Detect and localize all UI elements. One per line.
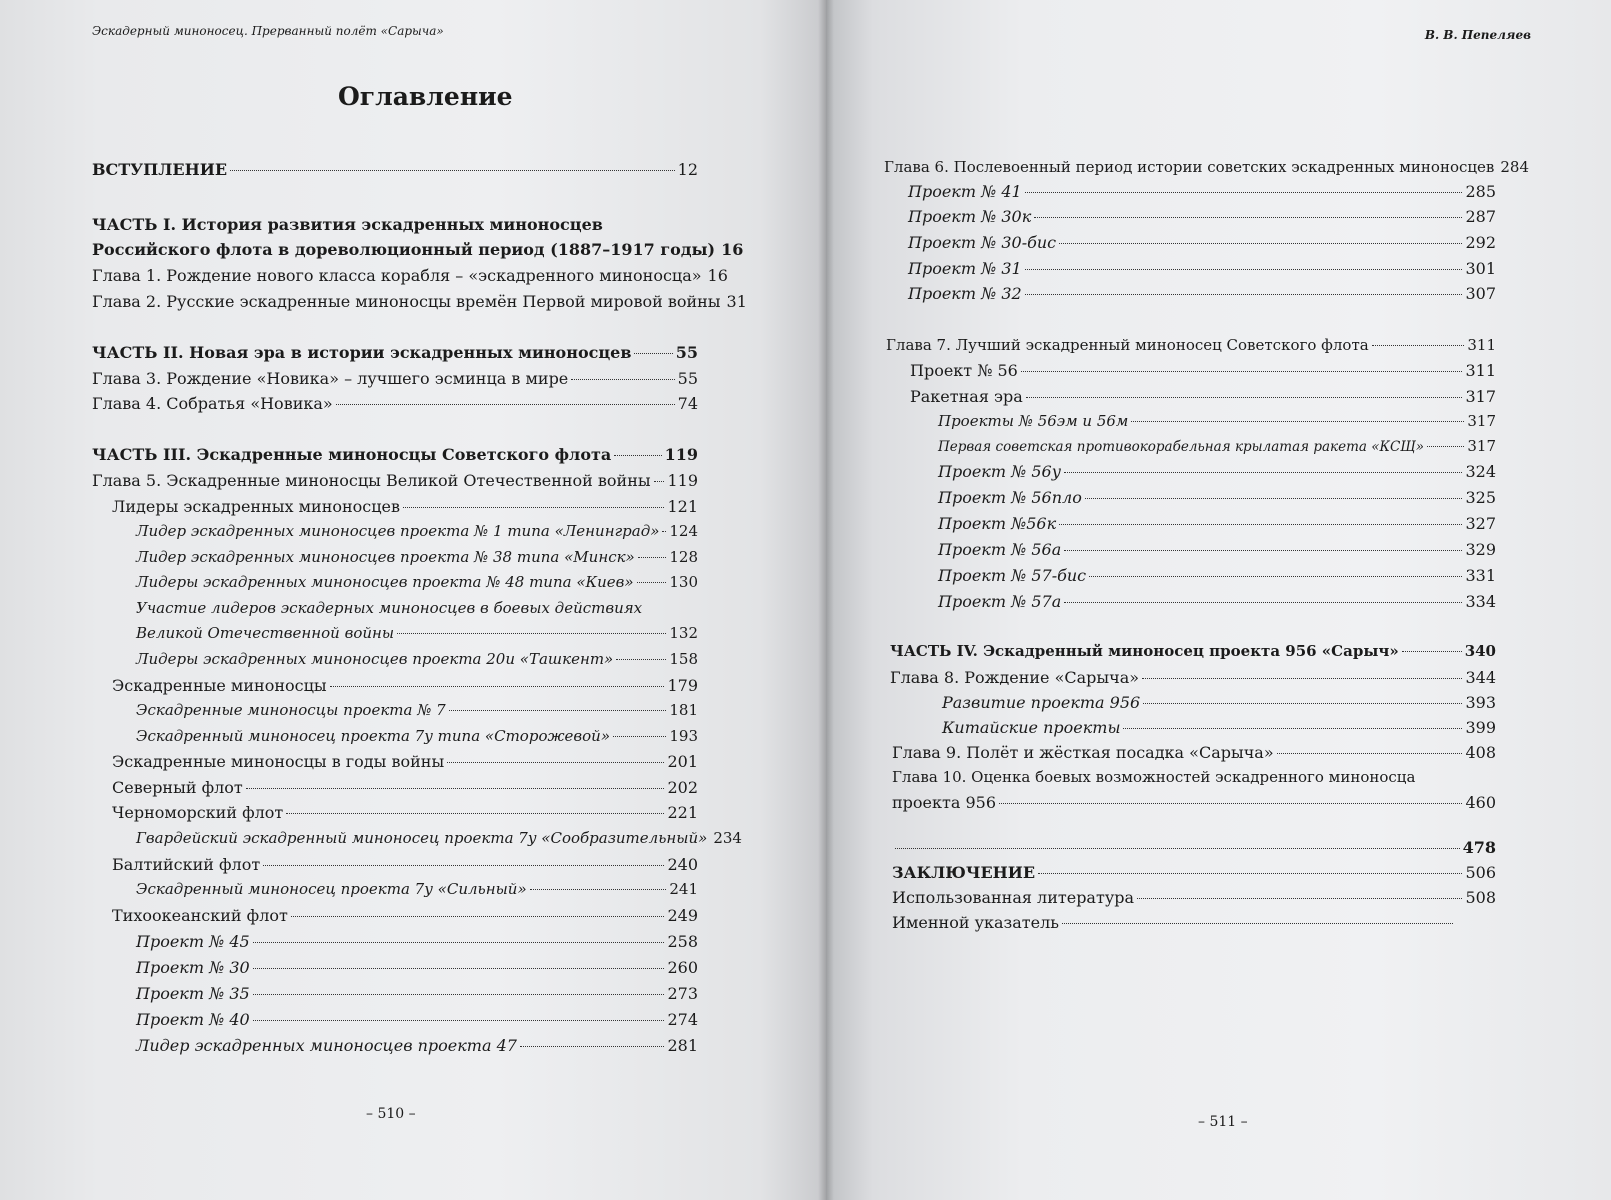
toc-entry: Лидер эскадренных миноносцев проекта № 38 типа «Минск» 128 bbox=[136, 548, 698, 566]
page-title: Оглавление bbox=[338, 82, 513, 111]
toc-entry: Проект № 32 307 bbox=[908, 284, 1496, 303]
toc-entry: Эскадренные миноносцы 179 bbox=[112, 676, 698, 695]
toc-entry: Проект № 30-бис 292 bbox=[908, 233, 1496, 252]
toc-entry: Китайские проекты 399 bbox=[942, 718, 1496, 737]
book-gutter bbox=[818, 0, 834, 1200]
toc-entry: Лидеры эскадренных миноносцев проекта 20и «Ташкент» 158 bbox=[136, 650, 698, 668]
toc-entry: Балтийский флот 240 bbox=[112, 855, 698, 874]
toc-entry: Проект № 30к 287 bbox=[908, 207, 1496, 226]
toc-entry: Северный флот 202 bbox=[112, 778, 698, 797]
toc-entry: Глава 3. Рождение «Новика» – лучшего эсминца в мире 55 bbox=[92, 369, 698, 388]
toc-entry: Эскадренные миноносцы проекта № 7 181 bbox=[136, 701, 698, 719]
toc-entry: Глава 7. Лучший эскадренный миноносец Советского флота 311 bbox=[886, 336, 1496, 354]
toc-entry: проекта 956 460 bbox=[892, 793, 1496, 812]
running-head-left: Эскадерный миноносец. Прерванный полёт «Сарыча» bbox=[92, 24, 444, 38]
toc-entry: Глава 9. Полёт и жёсткая посадка «Сарыча» 408 bbox=[892, 743, 1496, 762]
toc-entry: Проект № 57а 334 bbox=[938, 592, 1496, 611]
toc-entry: Глава 10. Оценка боевых возможностей эскадренного миноносца bbox=[892, 768, 1416, 786]
toc-entry: Глава 8. Рождение «Сарыча» 344 bbox=[890, 668, 1496, 687]
toc-entry: Именной указатель bbox=[892, 913, 1456, 932]
toc-entry: Проект №56к 327 bbox=[938, 514, 1496, 533]
toc-entry: Эскадренный миноносец проекта 7у типа «Сторожевой» 193 bbox=[136, 727, 698, 745]
toc-entry: ЧАСТЬ IV. Эскадренный миноносец проекта 956 «Сарыч» 340 bbox=[890, 642, 1496, 660]
toc-entry: Проект № 35 273 bbox=[136, 984, 698, 1003]
toc-entry: Участие лидеров эскадерных миноносцев в боевых действиях bbox=[136, 599, 643, 617]
toc-entry: Первая советская противокорабельная крылатая ракета «КСЩ» 317 bbox=[938, 437, 1496, 455]
toc-entry: Проект № 45 258 bbox=[136, 932, 698, 951]
toc-entry: Проект № 56а 329 bbox=[938, 540, 1496, 559]
right-page bbox=[826, 0, 1611, 1200]
toc-entry: Проект № 56 311 bbox=[910, 361, 1496, 380]
toc-entry: Глава 2. Русские эскадренные миноносцы времён Первой мировой войны 31 bbox=[92, 292, 747, 311]
toc-entry: Глава 4. Собратья «Новика» 74 bbox=[92, 394, 698, 413]
toc-entry: Проект № 57-бис 331 bbox=[938, 566, 1496, 585]
toc-entry: Эскадренный миноносец проекта 7у «Сильный» 241 bbox=[136, 880, 698, 898]
toc-entry: Великой Отечественной войны 132 bbox=[136, 624, 698, 642]
toc-entry: Лидеры эскадренных миноносцев 121 bbox=[112, 497, 698, 516]
toc-entry: Глава 1. Рождение нового класса корабля – «эскадренного миноносца» 16 bbox=[92, 266, 728, 285]
toc-entry: ВСТУПЛЕНИЕ 12 bbox=[92, 160, 698, 179]
toc-entry: Проект № 41 285 bbox=[908, 182, 1496, 201]
toc-entry: Глава 5. Эскадренные миноносцы Великой Отечественной войны 119 bbox=[92, 471, 698, 490]
toc-entry: Лидер эскадренных миноносцев проекта 47 281 bbox=[136, 1036, 698, 1055]
toc-entry: Глава 6. Послевоенный период истории советских эскадренных миноносцев 284 bbox=[884, 158, 1529, 176]
toc-entry: Проекты № 56эм и 56м 317 bbox=[938, 412, 1496, 430]
toc-entry: Российского флота в дореволюционный период (1887–1917 годы) 16 bbox=[92, 240, 744, 259]
toc-entry: Черноморский флот 221 bbox=[112, 803, 698, 822]
running-head-right: В. В. Пепеляев bbox=[1424, 28, 1531, 42]
toc-entry: 478 bbox=[892, 838, 1496, 857]
toc-entry: Проект № 31 301 bbox=[908, 259, 1496, 278]
toc-entry: ЧАСТЬ II. Новая эра в истории эскадренных миноносцев 55 bbox=[92, 343, 698, 362]
toc-entry: ЗАКЛЮЧЕНИЕ 506 bbox=[892, 863, 1496, 882]
toc-entry: Лидер эскадренных миноносцев проекта № 1 типа «Ленинград» 124 bbox=[136, 522, 698, 540]
toc-entry: Проект № 40 274 bbox=[136, 1010, 698, 1029]
toc-entry: ЧАСТЬ III. Эскадренные миноносцы Советского флота 119 bbox=[92, 445, 698, 464]
toc-entry: Проект № 56у 324 bbox=[938, 462, 1496, 481]
toc-entry: Использованная литература 508 bbox=[892, 888, 1496, 907]
toc-entry: Проект № 30 260 bbox=[136, 958, 698, 977]
toc-entry: Развитие проекта 956 393 bbox=[942, 693, 1496, 712]
toc-entry: Проект № 56пло 325 bbox=[938, 488, 1496, 507]
toc-entry: Эскадренные миноносцы в годы войны 201 bbox=[112, 752, 698, 771]
toc-entry: Гвардейский эскадренный миноносец проекта 7у «Сообразительный» 234 bbox=[136, 829, 742, 847]
page-number-left: – 510 – bbox=[366, 1106, 416, 1122]
toc-entry: Ракетная эра 317 bbox=[910, 387, 1496, 406]
page-number-right: – 511 – bbox=[1198, 1114, 1248, 1130]
toc-entry: Тихоокеанский флот 249 bbox=[112, 906, 698, 925]
toc-entry: ЧАСТЬ I. История развития эскадренных миноносцев bbox=[92, 215, 603, 234]
toc-entry: Лидеры эскадренных миноносцев проекта № 48 типа «Киев» 130 bbox=[136, 573, 698, 591]
